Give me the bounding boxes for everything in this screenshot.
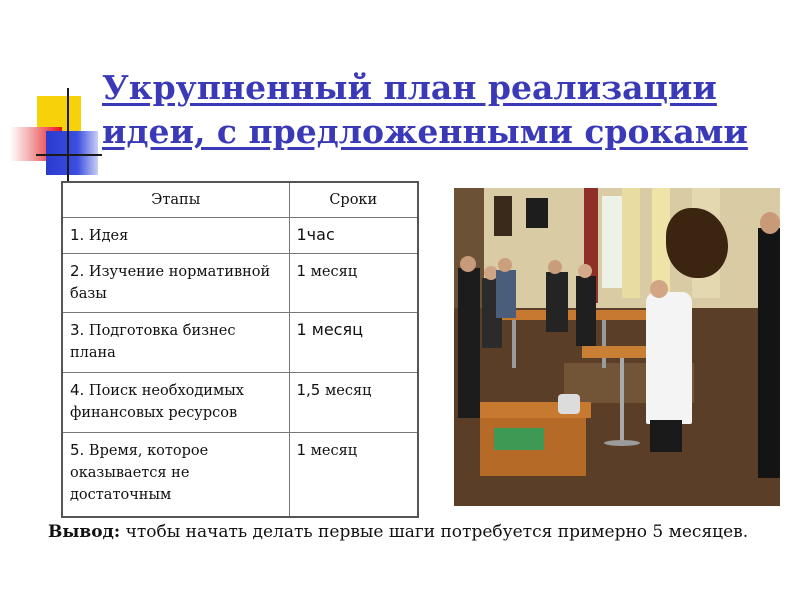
term-cell	[289, 373, 418, 433]
stage-text: Идея	[84, 228, 129, 244]
stage-number: 1.	[70, 226, 85, 244]
header-stages: Этапы	[62, 182, 289, 218]
term-cell	[289, 313, 418, 373]
stage-cell	[62, 433, 289, 517]
conclusion-text: чтобы начать делать первые шаги потребуется примерно 5 месяцев.	[120, 522, 749, 542]
slide-title: Укрупненный план реализации идеи, с предложенными сроками	[102, 68, 748, 151]
header-terms: Сроки	[289, 182, 418, 218]
term-text: месяц	[306, 264, 358, 280]
conclusion	[48, 520, 760, 544]
stage-cell	[62, 254, 289, 313]
stage-cell	[62, 313, 289, 373]
decor-horizontal-line	[36, 154, 102, 156]
table-row	[62, 254, 418, 313]
term-text: 1час	[296, 225, 335, 244]
table-row	[62, 218, 418, 254]
decor-blue-square	[46, 131, 98, 175]
stages-table	[61, 181, 419, 518]
stage-text: Время, которое оказывается не достаточным	[70, 443, 209, 503]
table-row	[62, 373, 418, 433]
term-cell	[289, 433, 418, 517]
stage-text: Поиск необходимых финансовых ресурсов	[70, 383, 244, 421]
stage-number: 3.	[70, 321, 85, 339]
table-header-row	[62, 182, 418, 218]
stage-cell	[62, 373, 289, 433]
stage-number: 2.	[70, 262, 85, 280]
term-text: месяц	[320, 383, 372, 399]
term-number: 1,5	[296, 381, 321, 399]
term-cell	[289, 218, 418, 254]
term-number: 1	[296, 262, 307, 280]
stage-text: Изучение нормативной базы	[70, 264, 271, 302]
stage-number: 5.	[70, 441, 85, 459]
term-cell	[289, 254, 418, 313]
stage-cell	[62, 218, 289, 254]
cooking-class-photo	[454, 188, 780, 506]
term-text: месяц	[306, 443, 358, 459]
stage-number: 4.	[70, 381, 85, 399]
term-number: 1	[296, 441, 307, 459]
term-text: 1 месяц	[296, 320, 363, 339]
conclusion-label: Вывод:	[48, 522, 121, 542]
stage-text: Подготовка бизнес плана	[70, 323, 236, 361]
table-row	[62, 433, 418, 517]
table-row	[62, 313, 418, 373]
decor-vertical-line	[67, 88, 69, 183]
